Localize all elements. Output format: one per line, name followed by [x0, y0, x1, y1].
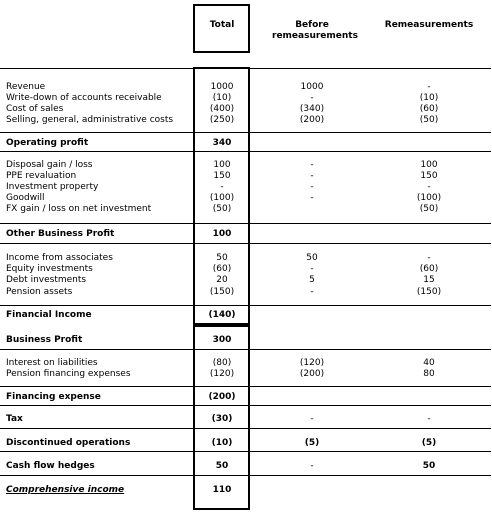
divider [0, 428, 491, 429]
row-label: Debt investments [6, 275, 87, 285]
comprehensive-income-label: Comprehensive income [6, 485, 125, 495]
row-total: (10) [212, 93, 232, 103]
row-label: Write-down of accounts receivable [6, 93, 162, 103]
discontinued-label: Discontinued operations [6, 438, 131, 448]
header-total: Total [209, 20, 235, 30]
financial-income-total: (140) [208, 310, 236, 320]
divider [0, 223, 491, 224]
divider [0, 305, 491, 306]
tax-total: (30) [211, 414, 233, 424]
row-label: Income from associates [6, 253, 113, 263]
row-remeas: (60) [419, 264, 439, 274]
comprehensive-income-total: 110 [212, 485, 232, 495]
row-total: (250) [209, 115, 235, 125]
row-label: Pension financing expenses [6, 369, 131, 379]
tax-before: - [310, 414, 314, 424]
row-total: 150 [213, 171, 231, 181]
row-before: - [310, 264, 314, 274]
row-before: (120) [299, 358, 325, 368]
row-label: Investment property [6, 182, 99, 192]
divider-header [0, 68, 491, 69]
row-remeas: (50) [419, 115, 439, 125]
business-profit-total: 300 [212, 335, 232, 345]
discontinued-before: (5) [304, 438, 320, 448]
row-total: 50 [216, 253, 228, 263]
tax-remeas: - [427, 414, 431, 424]
row-total: (80) [212, 358, 232, 368]
divider [0, 386, 491, 387]
operating-profit-label: Operating profit [6, 138, 89, 148]
row-before: - [310, 287, 314, 297]
row-total: (100) [209, 193, 235, 203]
divider [0, 151, 491, 152]
row-remeas: 40 [423, 358, 435, 368]
divider [0, 243, 491, 244]
row-remeas: (50) [419, 204, 439, 214]
header-before-line2: remeasurements [272, 31, 358, 41]
header-before-line1: Before [295, 20, 329, 30]
row-remeas: (10) [419, 93, 439, 103]
row-before: - [310, 160, 314, 170]
row-label: FX gain / loss on net investment [6, 204, 152, 214]
row-total: 100 [213, 160, 231, 170]
operating-profit-total: 340 [212, 138, 232, 148]
row-label: Interest on liabilities [6, 358, 98, 368]
divider [0, 451, 491, 452]
row-label: Equity investments [6, 264, 93, 274]
row-total: (60) [212, 264, 232, 274]
row-remeas: 80 [423, 369, 435, 379]
other-business-profit-label: Other Business Profit [6, 229, 115, 239]
discontinued-remeas: (5) [421, 438, 437, 448]
row-total: - [220, 182, 224, 192]
row-total: 20 [216, 275, 228, 285]
business-profit-label: Business Profit [6, 335, 83, 345]
row-remeas: - [427, 253, 431, 263]
row-label: Revenue [6, 82, 46, 92]
row-remeas: (150) [416, 287, 442, 297]
row-total: (120) [209, 369, 235, 379]
divider [0, 405, 491, 406]
row-label: Disposal gain / loss [6, 160, 93, 170]
divider [0, 349, 491, 350]
row-remeas: 15 [423, 275, 435, 285]
cash-flow-hedges-before: - [310, 461, 314, 471]
row-total: (150) [209, 287, 235, 297]
row-before: (200) [299, 369, 325, 379]
row-total: (50) [212, 204, 232, 214]
financing-expense-label: Financing expense [6, 392, 101, 402]
row-label: PPE revaluation [6, 171, 77, 181]
cash-flow-hedges-label: Cash flow hedges [6, 461, 95, 471]
row-before: - [310, 182, 314, 192]
row-remeas: 150 [420, 171, 438, 181]
row-before: - [310, 171, 314, 181]
row-label: Goodwill [6, 193, 45, 203]
row-remeas: (100) [416, 193, 442, 203]
divider [0, 475, 491, 476]
row-remeas: - [427, 182, 431, 192]
row-remeas: 100 [420, 160, 438, 170]
row-before: (200) [299, 115, 325, 125]
row-before: - [310, 93, 314, 103]
divider [0, 132, 491, 133]
row-before: (340) [299, 104, 325, 114]
financial-income-label: Financial Income [6, 310, 92, 320]
row-total: (400) [209, 104, 235, 114]
cash-flow-hedges-total: 50 [215, 461, 229, 471]
discontinued-total: (10) [211, 438, 233, 448]
cash-flow-hedges-remeas: 50 [422, 461, 436, 471]
row-label: Pension assets [6, 287, 73, 297]
row-before: 50 [306, 253, 318, 263]
row-remeas: - [427, 82, 431, 92]
other-business-profit-total: 100 [212, 229, 232, 239]
header-remeasurements: Remeasurements [384, 20, 474, 30]
tax-label: Tax [6, 414, 23, 424]
row-total: 1000 [210, 82, 234, 92]
row-before: 1000 [300, 82, 324, 92]
row-before: 5 [309, 275, 315, 285]
row-label: Selling, general, administrative costs [6, 115, 174, 125]
row-before: - [310, 193, 314, 203]
financing-expense-total: (200) [208, 392, 236, 402]
row-remeas: (60) [419, 104, 439, 114]
row-label: Cost of sales [6, 104, 64, 114]
